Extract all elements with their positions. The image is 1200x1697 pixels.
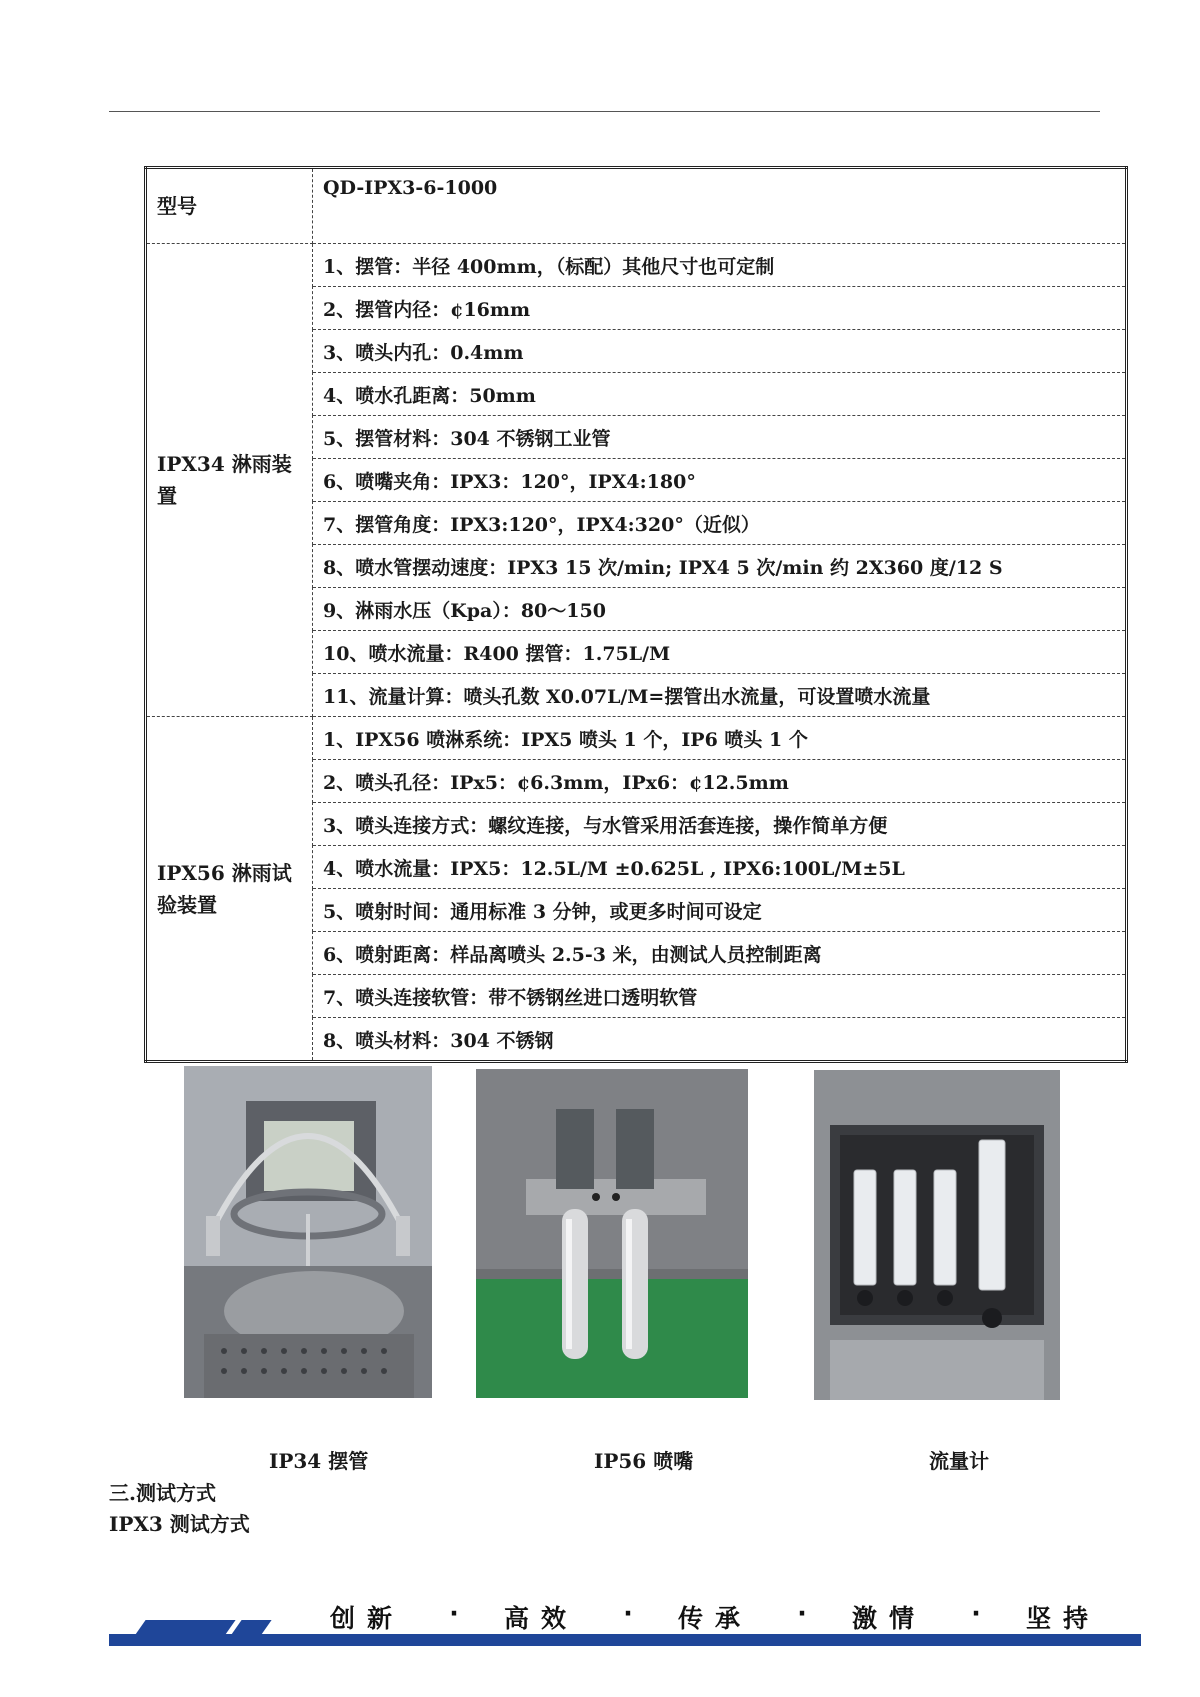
photo-flow-meter [814,1070,1060,1400]
spec-row [146,717,1127,760]
spec-item: 1、IPX56 喷淋系统：IPX5 喷头 1 个，IP6 喷头 1 个 [313,717,1127,760]
spec-item: 2、喷头孔径：IPx5：¢6.3mm，IPx6：¢12.5mm [313,760,1127,803]
footer-bar [109,1634,1141,1646]
footer-slogan [330,1599,1100,1635]
header-rule [109,111,1100,112]
spec-item: 11、流量计算：喷头孔数 X0.07L/M=摆管出水流量，可设置喷水流量 [313,674,1127,717]
slogan-word: 激情 [851,1604,926,1633]
spec-item: 6、喷嘴夹角：IPX3：120°，IPX4:180° [313,459,1127,502]
spec-item: 6、喷射距离：样品离喷头 2.5-3 米，由测试人员控制距离 [313,932,1127,975]
spec-item: 5、喷射时间：通用标准 3 分钟，或更多时间可设定 [313,889,1127,932]
section-heading: 三.测试方式 [109,1481,216,1505]
spec-item: 9、淋雨水压（Kpa）：80～150 [313,588,1127,631]
spec-item: 7、喷头连接软管：带不锈钢丝进口透明软管 [313,975,1127,1018]
group-label: IPX34 淋雨装置 [146,244,313,717]
slogan-separator: · [623,1599,633,1628]
spec-item: 10、喷水流量：R400 摆管：1.75L/M [313,631,1127,674]
group-label: IPX56 淋雨试验装置 [146,717,313,1062]
model-row [146,168,1127,244]
caption-flow-meter: 流量计 [929,1449,989,1473]
spec-item: 8、喷头材料：304 不锈钢 [323,1029,554,1052]
spec-item: 4、喷水流量：IPX5：12.5L/M ±0.625L , IPX6:100L/M±5L [313,846,1127,889]
spec-row [146,244,1127,287]
slogan-word: 坚持 [1025,1604,1100,1633]
section-subheading: IPX3 测试方式 [109,1512,250,1536]
photo-ip56-nozzles [476,1069,748,1398]
spec-item: 3、喷头内孔：0.4mm [313,330,1127,373]
spec-item: 5、摆管材料：304 不锈钢工业管 [313,416,1127,459]
slogan-separator: · [797,1599,807,1628]
spec-item: 3、喷头连接方式：螺纹连接，与水管采用活套连接，操作简单方便 [313,803,1127,846]
spec-item: 1、摆管：半径 400mm，（标配）其他尺寸也可定制 [313,244,1127,287]
spec-table [144,166,1128,1063]
slogan-word: 创新 [330,1604,405,1633]
spec-item: 8、喷水管摆动速度：IPX3 15 次/min; IPX4 5 次/min 约 2X360 度/12 S [313,545,1127,588]
spec-item: 4、喷水孔距离：50mm [313,373,1127,416]
spec-item: 2、摆管内径：¢16mm [313,287,1127,330]
slogan-separator: · [449,1599,459,1628]
caption-ip56-nozzle: IP56 喷嘴 [594,1449,694,1473]
slogan-separator: · [971,1599,981,1628]
photo-ip34-swing-tube [184,1066,432,1398]
model-label: 型号 [146,168,313,244]
caption-ip34-swing-tube: IP34 摆管 [269,1449,369,1473]
slogan-word: 传承 [677,1604,752,1633]
slogan-word: 高效 [503,1604,578,1633]
model-value: QD-IPX3-6-1000 [313,168,1127,244]
spec-item: 7、摆管角度：IPX3:120°，IPX4:320°（近似） [313,502,1127,545]
